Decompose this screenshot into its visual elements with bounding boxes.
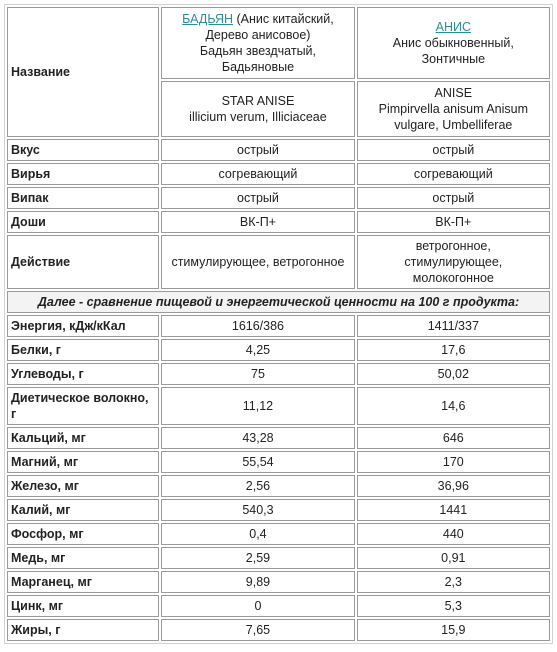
nutrient-value: 4,25	[161, 339, 354, 361]
table-row	[7, 523, 550, 545]
nutrient-value: 0,4	[161, 523, 354, 545]
col1-line3: Бадьян звездчатый,	[199, 44, 317, 58]
table-row	[7, 163, 550, 185]
nutrient-value: 50,02	[357, 363, 550, 385]
nutrient-label: Кальций, мг	[7, 427, 159, 449]
table-row	[7, 315, 550, 337]
comparison-table	[4, 4, 553, 644]
table-row	[7, 187, 550, 209]
action-row	[7, 235, 550, 289]
nutrient-value: 14,6	[357, 387, 550, 425]
table-row	[7, 595, 550, 617]
prop-value: острый	[357, 139, 550, 161]
nutrient-value: 2,3	[357, 571, 550, 593]
table-row	[7, 571, 550, 593]
prop-value: ВК-П+	[357, 211, 550, 233]
nutrient-label: Марганец, мг	[7, 571, 159, 593]
prop-label: Вкус	[7, 139, 159, 161]
table-row	[7, 139, 550, 161]
table-row	[7, 387, 550, 425]
nutrient-label: Диетическое волокно, г	[7, 387, 159, 425]
prop-value: острый	[161, 187, 354, 209]
nutrient-label: Медь, мг	[7, 547, 159, 569]
nutrient-value: 440	[357, 523, 550, 545]
nutrient-value: 43,28	[161, 427, 354, 449]
nutrient-value: 2,56	[161, 475, 354, 497]
header-row-names	[7, 7, 550, 79]
col2-latin-cell	[357, 81, 550, 137]
nutrient-label: Жиры, г	[7, 619, 159, 641]
col2-name-cell	[357, 7, 550, 79]
nutrient-value: 170	[357, 451, 550, 473]
table-row	[7, 339, 550, 361]
nutrient-value: 36,96	[357, 475, 550, 497]
nutrient-label: Калий, мг	[7, 499, 159, 521]
col1-latin1: STAR ANISE	[221, 94, 295, 108]
nutrient-value: 5,3	[357, 595, 550, 617]
nutrient-label: Железо, мг	[7, 475, 159, 497]
nutrient-label: Магний, мг	[7, 451, 159, 473]
action-line: стимулирующее,	[404, 255, 503, 269]
prop-label: Доши	[7, 211, 159, 233]
nutrient-value: 0	[161, 595, 354, 617]
nutrient-value: 0,91	[357, 547, 550, 569]
table-row	[7, 451, 550, 473]
nutrient-value: 1411/337	[357, 315, 550, 337]
nutrient-value: 1441	[357, 499, 550, 521]
table-row	[7, 475, 550, 497]
nutrient-label: Белки, г	[7, 339, 159, 361]
col1-line2: Дерево анисовое)	[205, 28, 311, 42]
col1-latin-cell	[161, 81, 354, 137]
table-row	[7, 619, 550, 641]
nutrient-value: 15,9	[357, 619, 550, 641]
col2-line3: Зонтичные	[421, 52, 486, 66]
action-value-2	[357, 235, 550, 289]
col2-latin1: ANISE	[434, 86, 473, 100]
prop-value: ВК-П+	[161, 211, 354, 233]
col1-line4: Бадьяновые	[221, 60, 295, 74]
action-value-1: стимулирующее, ветрогонное	[161, 235, 354, 289]
table-row	[7, 427, 550, 449]
nutrient-label: Цинк, мг	[7, 595, 159, 617]
action-line: ветрогонное,	[415, 239, 491, 253]
col2-line2: Анис обыкновенный,	[392, 36, 514, 50]
prop-value: острый	[161, 139, 354, 161]
note-row	[7, 291, 550, 313]
nutrient-label: Углеводы, г	[7, 363, 159, 385]
nutrient-value: 11,12	[161, 387, 354, 425]
nutrient-value: 55,54	[161, 451, 354, 473]
nutrient-value: 1616/386	[161, 315, 354, 337]
action-line: молокогонное	[412, 271, 494, 285]
table-row	[7, 547, 550, 569]
prop-value: согревающий	[161, 163, 354, 185]
nutrient-value: 17,6	[357, 339, 550, 361]
nutrient-value: 646	[357, 427, 550, 449]
action-label: Действие	[7, 235, 159, 289]
col1-name-cell	[161, 7, 354, 79]
name-label: Название	[7, 7, 159, 137]
prop-value: согревающий	[357, 163, 550, 185]
col1-line1: (Анис китайский,	[233, 12, 334, 26]
comparison-note: Далее - сравнение пищевой и энергетической ценности на 100 г продукта:	[7, 291, 550, 313]
anis-link[interactable]: АНИС	[435, 20, 471, 34]
badyan-link[interactable]: БАДЬЯН	[182, 12, 234, 26]
table-row	[7, 211, 550, 233]
nutrient-label: Фосфор, мг	[7, 523, 159, 545]
nutrient-value: 75	[161, 363, 354, 385]
prop-label: Вирья	[7, 163, 159, 185]
col2-latin3: vulgare, Umbelliferae	[394, 118, 513, 132]
col2-latin2: Pimpirvella anisum Anisum	[378, 102, 528, 116]
prop-label: Випак	[7, 187, 159, 209]
nutrient-value: 7,65	[161, 619, 354, 641]
table-row	[7, 363, 550, 385]
nutrient-value: 540,3	[161, 499, 354, 521]
nutrient-label: Энергия, кДж/кКал	[7, 315, 159, 337]
prop-value: острый	[357, 187, 550, 209]
table-row	[7, 499, 550, 521]
nutrient-value: 2,59	[161, 547, 354, 569]
nutrient-value: 9,89	[161, 571, 354, 593]
col1-latin2: illicium verum, Illiciaceae	[189, 110, 327, 124]
